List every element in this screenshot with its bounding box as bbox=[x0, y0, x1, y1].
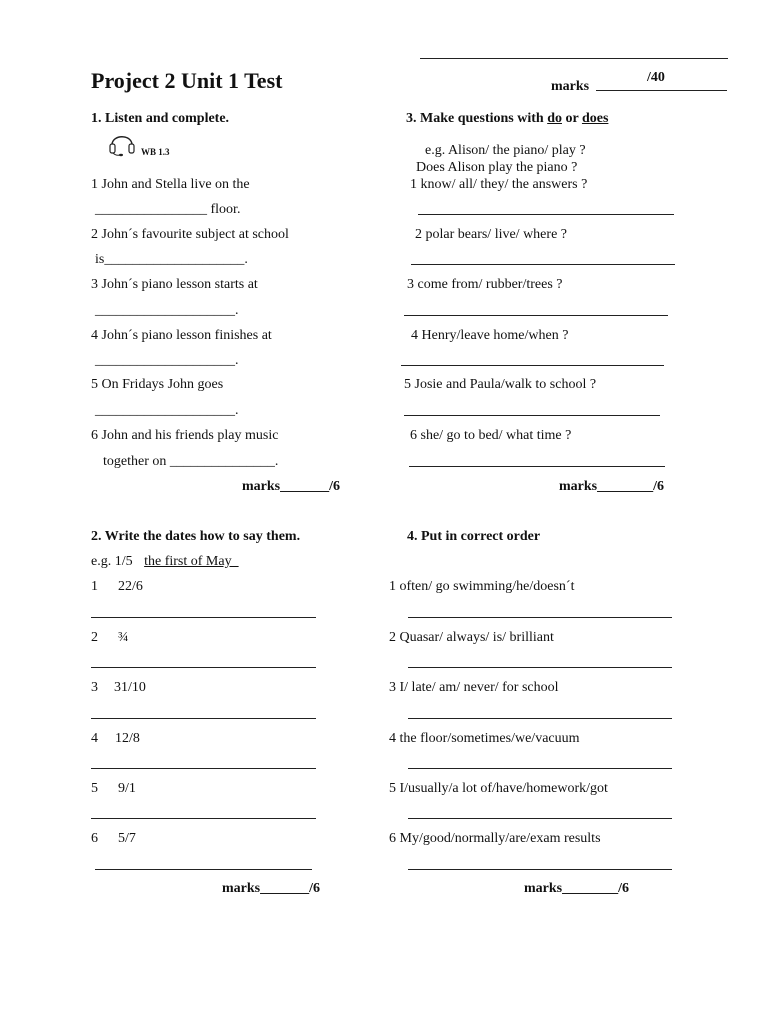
s2-item1-answer-line[interactable] bbox=[91, 617, 316, 618]
s2-item1-num: 1 bbox=[91, 579, 98, 594]
s2-marks: marks_______/6 bbox=[222, 881, 320, 896]
name-line[interactable] bbox=[420, 58, 728, 59]
s1-item4-answer[interactable]: ____________________. bbox=[95, 353, 239, 368]
s3-item6-answer-line[interactable] bbox=[409, 466, 665, 467]
s1-item6-prompt: 6 John and his friends play music bbox=[91, 428, 279, 443]
s1-item6-answer[interactable]: together on _______________. bbox=[103, 454, 279, 469]
section3-heading-or: or bbox=[565, 111, 579, 126]
s1-item5-answer[interactable]: ____________________. bbox=[95, 403, 239, 418]
s2-item6-num: 6 bbox=[91, 831, 98, 846]
s2-item3-date: 31/10 bbox=[114, 680, 146, 695]
s2-item2-num: 2 bbox=[91, 630, 98, 645]
s4-item5: 5 I/usually/a lot of/have/homework/got bbox=[389, 781, 608, 796]
s4-item3-answer-line[interactable] bbox=[408, 718, 672, 719]
s4-item2-answer-line[interactable] bbox=[408, 667, 672, 668]
s2-item1-date: 22/6 bbox=[118, 579, 143, 594]
s3-example-line1: e.g. Alison/ the piano/ play ? bbox=[425, 143, 586, 158]
s3-example-line2: Does Alison play the piano ? bbox=[416, 160, 578, 175]
s2-item5-date: 9/1 bbox=[118, 781, 136, 796]
wb-reference: WB 1.3 bbox=[141, 147, 170, 157]
s2-example-prefix: e.g. 1/5 bbox=[91, 554, 133, 569]
s1-marks: marks_______/6 bbox=[242, 479, 340, 494]
total-score: /40 bbox=[647, 70, 665, 85]
s1-item5-prompt: 5 On Fridays John goes bbox=[91, 377, 224, 392]
s3-item2-answer-line[interactable] bbox=[411, 264, 675, 265]
s2-item6-date: 5/7 bbox=[118, 831, 136, 846]
s2-item3-answer-line[interactable] bbox=[91, 718, 316, 719]
s1-item1-prompt: 1 John and Stella live on the bbox=[91, 177, 250, 192]
s2-item2-date: ¾ bbox=[118, 630, 129, 645]
s4-item3: 3 I/ late/ am/ never/ for school bbox=[389, 680, 559, 695]
s3-item5-answer-line[interactable] bbox=[404, 415, 660, 416]
total-marks-line[interactable] bbox=[596, 90, 727, 91]
section3-heading-do: do bbox=[547, 111, 562, 126]
s4-item1: 1 often/ go swimming/he/doesn´t bbox=[389, 579, 575, 594]
s2-item4-num: 4 bbox=[91, 731, 98, 746]
s1-item4-prompt: 4 John´s piano lesson finishes at bbox=[91, 328, 272, 343]
s1-item3-answer[interactable]: ____________________. bbox=[95, 303, 239, 318]
s2-item5-answer-line[interactable] bbox=[91, 818, 316, 819]
s4-item1-answer-line[interactable] bbox=[408, 617, 672, 618]
headphones-icon bbox=[107, 129, 137, 157]
s4-item4: 4 the floor/sometimes/we/vacuum bbox=[389, 731, 580, 746]
s3-item2: 2 polar bears/ live/ where ? bbox=[415, 227, 567, 242]
s2-item4-answer-line[interactable] bbox=[91, 768, 316, 769]
s4-item6: 6 My/good/normally/are/exam results bbox=[389, 831, 601, 846]
s2-item3-num: 3 bbox=[91, 680, 98, 695]
s3-item5: 5 Josie and Paula/walk to school ? bbox=[404, 377, 597, 392]
section3-heading-prefix: 3. Make questions with bbox=[406, 111, 544, 126]
s2-example-answer: the first of May bbox=[144, 554, 239, 569]
s3-item1-answer-line[interactable] bbox=[418, 214, 674, 215]
s3-item3: 3 come from/ rubber/trees ? bbox=[407, 277, 563, 292]
s4-marks: marks________/6 bbox=[524, 881, 629, 896]
s3-marks: marks________/6 bbox=[559, 479, 664, 494]
s1-item1-answer[interactable]: ________________ floor. bbox=[95, 202, 241, 217]
s4-item2: 2 Quasar/ always/ is/ brilliant bbox=[389, 630, 554, 645]
s3-item1: 1 know/ all/ they/ the answers ? bbox=[410, 177, 588, 192]
s3-item3-answer-line[interactable] bbox=[404, 315, 668, 316]
section2-heading: 2. Write the dates how to say them. bbox=[91, 529, 301, 544]
s4-item5-answer-line[interactable] bbox=[408, 818, 672, 819]
s3-item6: 6 she/ go to bed/ what time ? bbox=[410, 428, 572, 443]
s1-item3-prompt: 3 John´s piano lesson starts at bbox=[91, 277, 258, 292]
s4-item6-answer-line[interactable] bbox=[408, 869, 672, 870]
s2-item2-answer-line[interactable] bbox=[91, 667, 316, 668]
s1-item2-answer[interactable]: is____________________. bbox=[95, 252, 248, 267]
s2-item5-num: 5 bbox=[91, 781, 98, 796]
page-title: Project 2 Unit 1 Test bbox=[91, 68, 283, 93]
section1-heading: 1. Listen and complete. bbox=[91, 111, 230, 126]
section4-heading: 4. Put in correct order bbox=[407, 529, 541, 544]
s1-item2-prompt: 2 John´s favourite subject at school bbox=[91, 227, 289, 242]
s4-item4-answer-line[interactable] bbox=[408, 768, 672, 769]
s3-item4: 4 Henry/leave home/when ? bbox=[411, 328, 569, 343]
s2-item6-answer-line[interactable] bbox=[95, 869, 312, 870]
section3-heading-does: does bbox=[581, 111, 609, 126]
s3-item4-answer-line[interactable] bbox=[401, 365, 664, 366]
section3-heading bbox=[406, 111, 608, 127]
s2-item4-date: 12/8 bbox=[115, 731, 140, 746]
s2-example bbox=[91, 554, 239, 570]
total-marks-label: marks bbox=[551, 79, 590, 94]
